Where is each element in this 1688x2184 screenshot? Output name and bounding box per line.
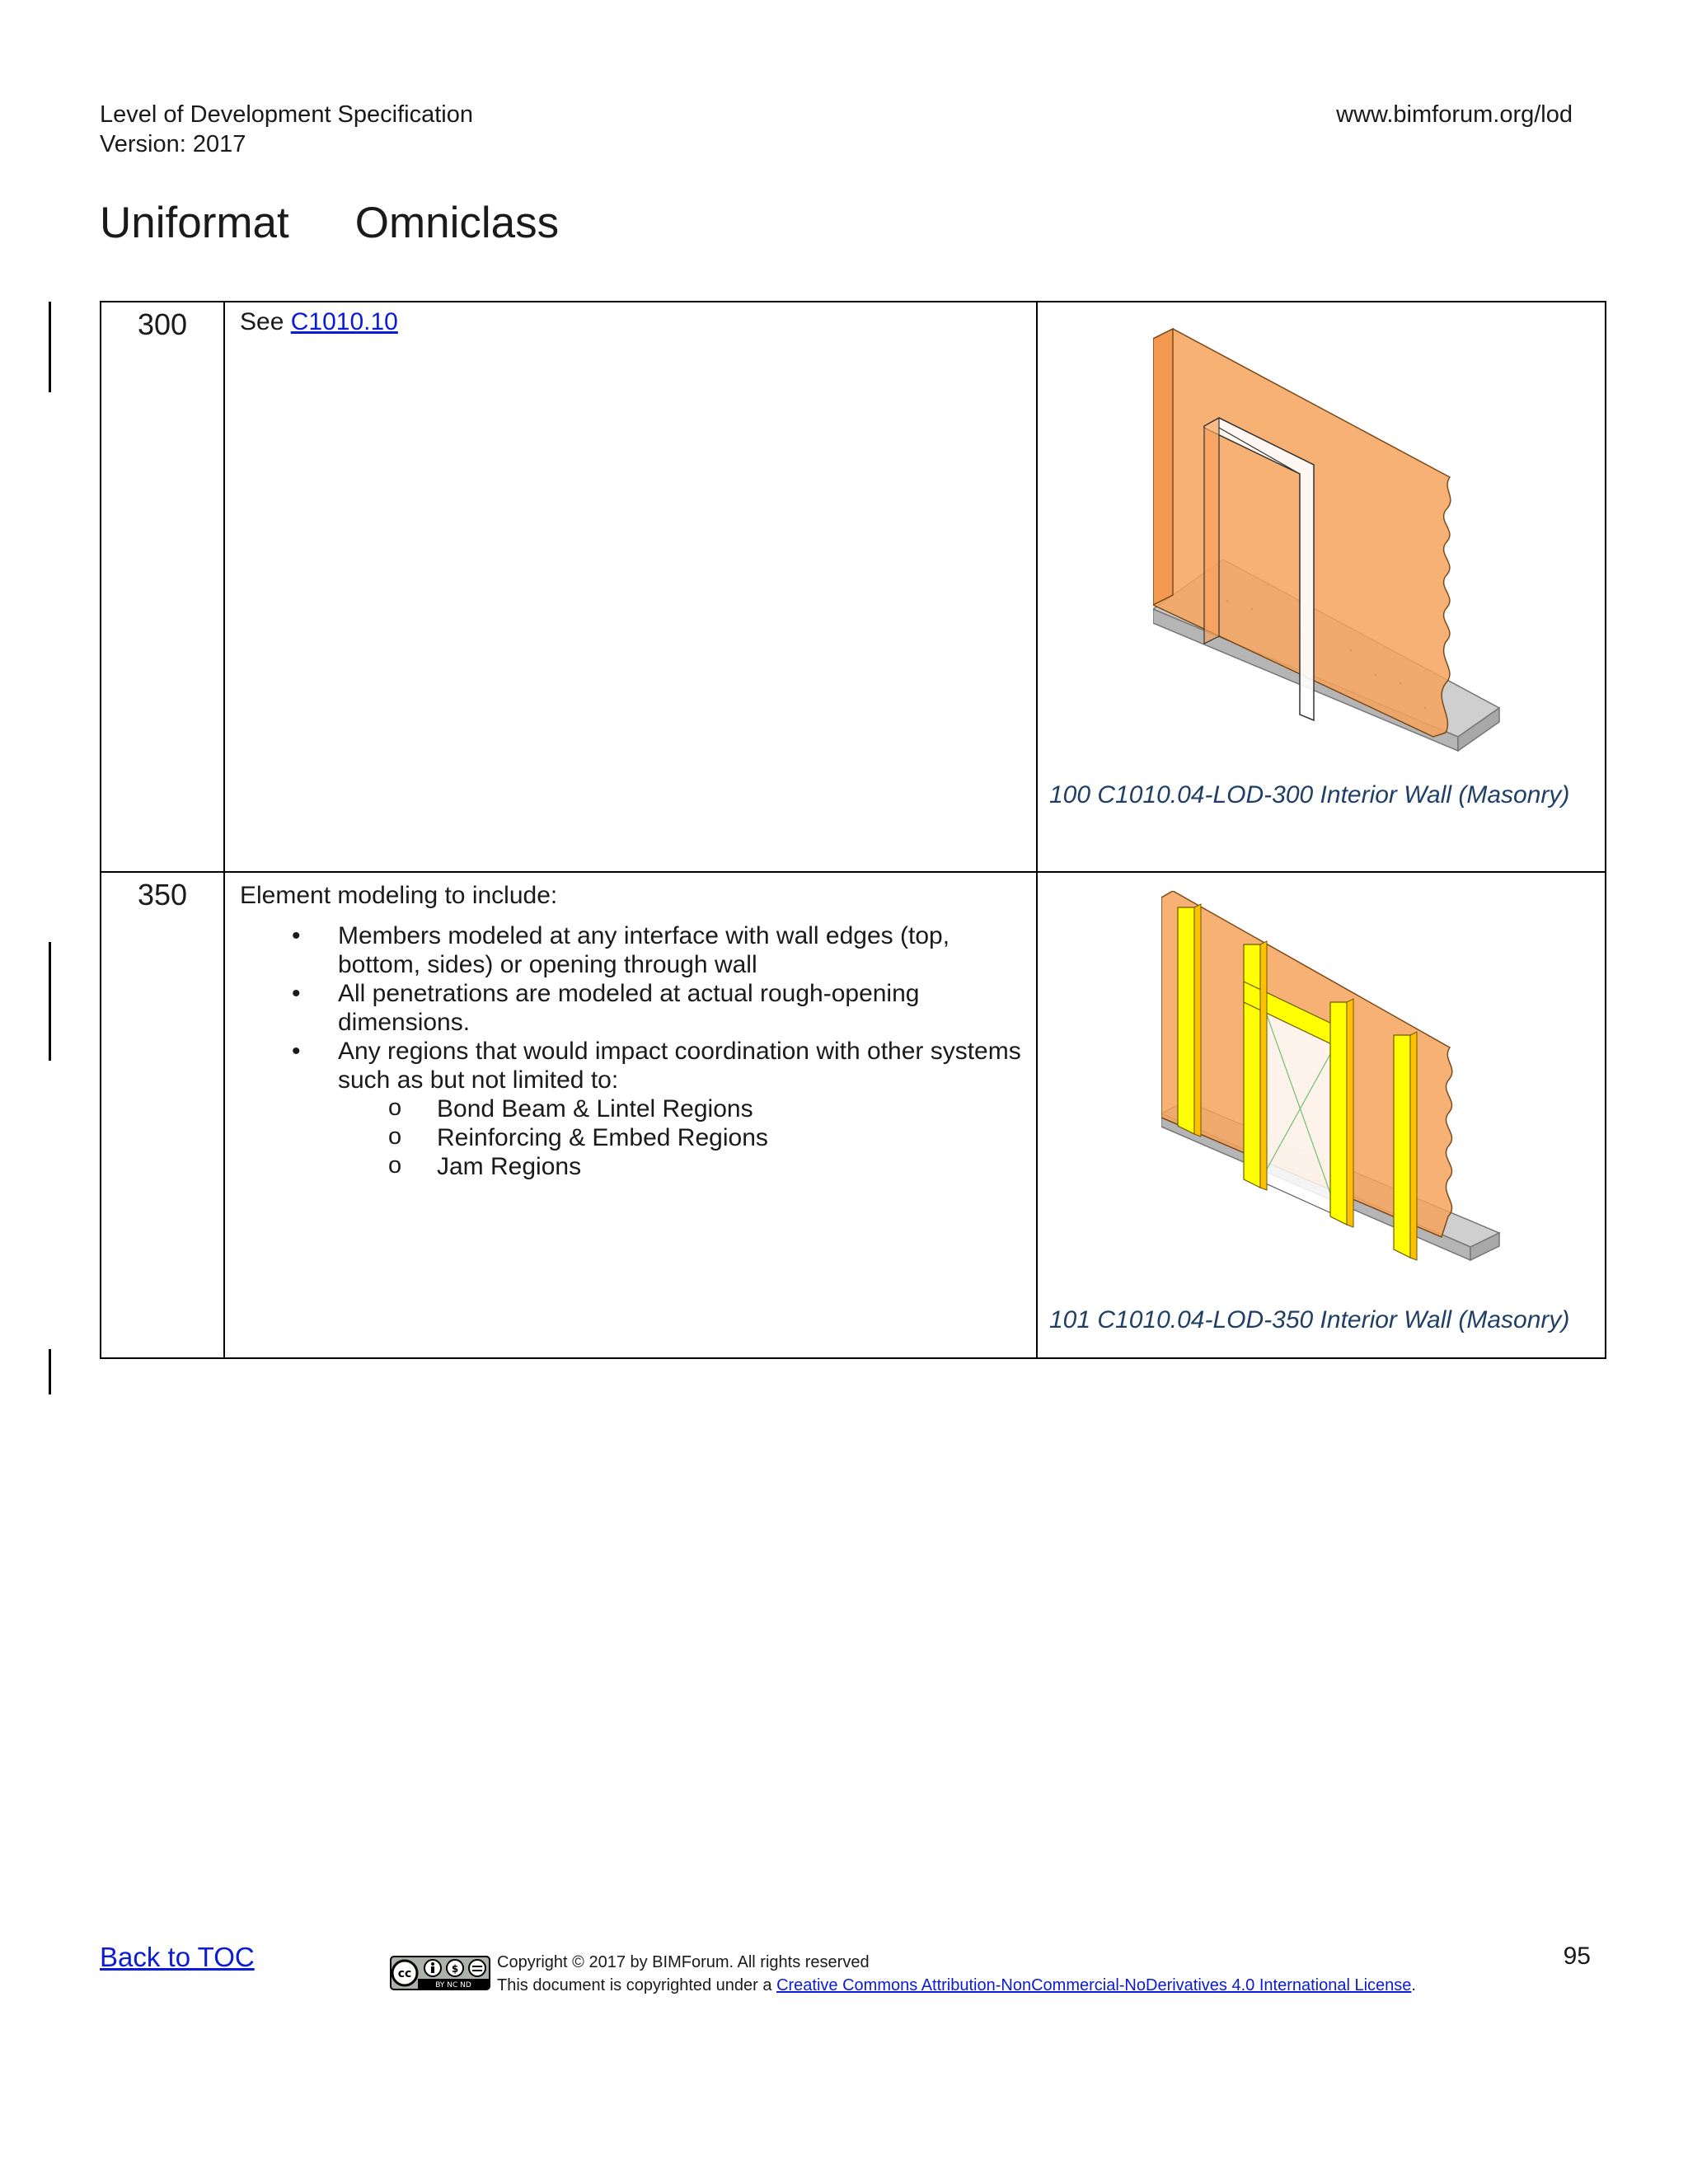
page-number: 95	[1563, 1943, 1591, 1970]
section-heading	[100, 194, 559, 252]
figure-cell	[1037, 872, 1606, 1358]
svg-text:$: $	[451, 1963, 459, 1975]
document-title: Level of Development Specification	[100, 101, 473, 128]
table-row	[101, 872, 1606, 1358]
copyright-notice	[497, 1951, 1416, 1997]
uniformat-heading: Uniformat	[100, 199, 289, 247]
figure-caption: 101 C1010.04-LOD-350 Interior Wall (Masonry)	[1049, 1306, 1570, 1333]
list-item: • Members modeled at any interface with wall edges (top, bottom, sides) or opening through wall	[338, 921, 1021, 979]
list-item-text: Any regions that would impact coordination with other systems such as but not limited to:	[338, 1038, 1021, 1094]
header-url: www.bimforum.org/lod	[1336, 101, 1573, 128]
lod-spec-table	[100, 301, 1606, 1359]
see-label: See	[240, 308, 291, 335]
see-c1010-10-link[interactable]: C1010.10	[290, 308, 398, 335]
license-link[interactable]: Creative Commons Attribution-NonCommercial-NoDerivatives 4.0 International License	[776, 1976, 1412, 1994]
requirements-list	[240, 921, 1021, 1181]
sub-list-item: o Jam Regions	[437, 1152, 1021, 1181]
list-item	[338, 1037, 1021, 1181]
lod-350-wall-figure	[1161, 891, 1507, 1286]
table-row	[101, 302, 1606, 872]
back-to-toc-link[interactable]: Back to TOC	[100, 1942, 255, 1972]
license-prefix: This document is copyrighted under a	[497, 1976, 777, 1994]
lod-level: 300	[101, 302, 224, 872]
figure-caption: 100 C1010.04-LOD-300 Interior Wall (Masonry)	[1049, 781, 1570, 808]
badge-text: BY NC ND	[435, 1981, 471, 1990]
figure-cell	[1037, 302, 1606, 872]
lod-description	[224, 302, 1037, 872]
creative-commons-badge-icon	[390, 1956, 490, 1990]
list-item: • All penetrations are modeled at actual rough-opening dimensions.	[338, 979, 1021, 1037]
copyright-line: Copyright © 2017 by BIMForum. All rights reserved	[497, 1953, 870, 1971]
document-version: Version: 2017	[100, 131, 246, 157]
change-bar	[49, 942, 51, 1061]
sub-list-item: o Bond Beam & Lintel Regions	[437, 1094, 1021, 1123]
license-line	[497, 1974, 1416, 1997]
svg-text:cc: cc	[397, 1967, 412, 1980]
lod-description	[224, 872, 1037, 1358]
description-intro: Element modeling to include:	[240, 882, 558, 909]
change-bar	[49, 302, 51, 392]
omniclass-heading: Omniclass	[354, 199, 560, 247]
change-bar	[49, 1349, 51, 1394]
sub-list-item: o Reinforcing & Embed Regions	[437, 1123, 1021, 1152]
document-header	[100, 100, 473, 159]
lod-level: 350	[101, 872, 224, 1358]
sub-list	[338, 1094, 1021, 1181]
lod-300-wall-figure	[1153, 321, 1516, 757]
license-suffix: .	[1411, 1976, 1416, 1994]
